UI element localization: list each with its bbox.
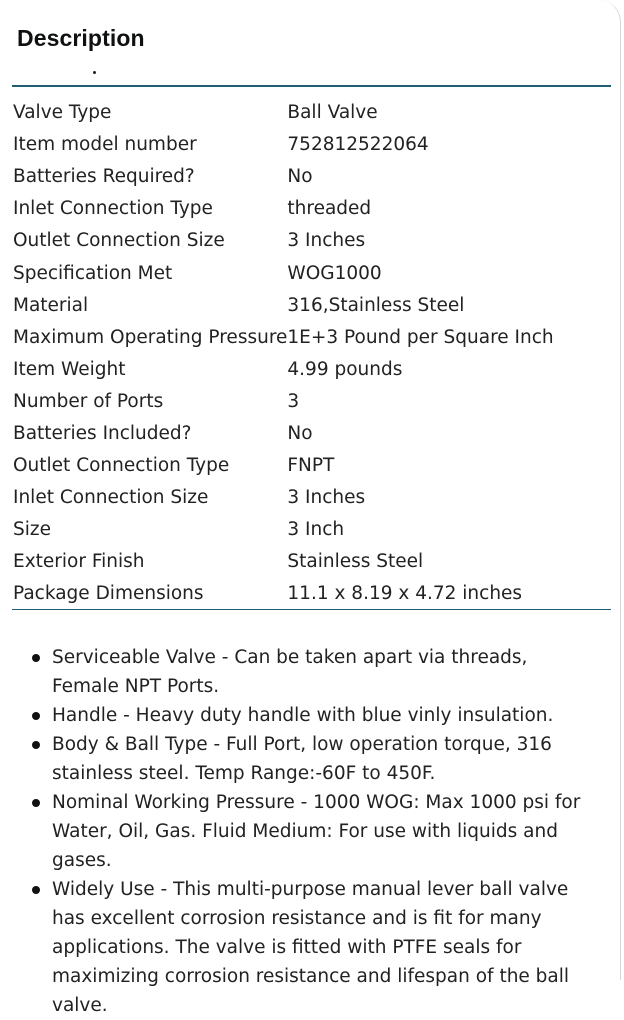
header-divider [12,85,611,87]
feature-text: Serviceable Valve - Can be taken apart via threads, Female NPT Ports. [52,647,528,697]
spec-label: Outlet Connection Size [13,230,225,252]
bullet-icon [32,654,40,662]
spec-value: No [287,422,313,444]
spec-value: 752812522064 [287,134,429,156]
spec-label: Valve Type [13,102,112,124]
bullet-icon [32,712,40,720]
feature-text: Handle - Heavy duty handle with blue vinly insulation. [52,705,554,726]
spec-label: Batteries Required? [13,166,195,188]
table-row [0,354,611,386]
table-row [0,450,611,482]
table-row [0,225,611,257]
feature-text: Nominal Working Pressure - 1000 WOG: Max 1000 psi for Water, Oil, Gas. Fluid Medium: For use with liquids and gases. [52,792,581,871]
spec-value: FNPT [287,455,335,477]
table-row [0,386,611,418]
bullet-icon [32,799,40,807]
feature-list [0,643,600,1020]
spec-value: 11.1 x 8.19 x 4.72 inches [287,583,523,605]
list-item [0,730,600,788]
table-row [0,161,611,193]
table-row [0,257,611,289]
bullet-icon [32,886,40,894]
spec-value: 316,Stainless Steel [287,294,465,316]
spec-value: 4.99 pounds [287,358,403,380]
list-item [0,875,600,1020]
table-row [0,418,611,450]
spec-value: 3 [287,390,300,412]
spec-value: No [287,166,313,188]
section-title: Description [17,25,145,51]
table-row [0,578,611,610]
feature-text: Widely Use - This multi-purpose manual lever ball valve has excellent corrosion resistance and is fit for many applications. The valve is fitted with PTFE seals for maximizing corrosion resistance and lifespan of the ball valve. [52,879,570,1016]
table-row [0,482,611,514]
table-row [0,193,611,225]
spec-label: Exterior Finish [13,551,145,573]
table-row [0,546,611,578]
spec-value: WOG1000 [287,262,382,284]
spec-label: Maximum Operating Pressure [13,326,288,348]
spec-label: Inlet Connection Size [13,487,209,509]
spec-table [0,97,611,611]
list-item [0,643,600,701]
spec-value: 3 Inch [287,519,345,541]
table-row [0,514,611,546]
spec-value: Ball Valve [287,102,378,124]
spec-label: Specification Met [13,262,173,284]
spec-value: threaded [287,198,372,220]
spec-label: Inlet Connection Type [13,198,213,220]
spec-value: 3 Inches [287,230,366,252]
spec-label: Size [13,519,51,541]
feature-text: Body & Ball Type - Full Port, low operation torque, 316 stainless steel. Temp Range:-60F to 450F. [52,734,552,784]
table-row [0,129,611,161]
spec-label: Batteries Included? [13,422,192,444]
spec-label: Number of Ports [13,390,164,412]
table-row [0,97,611,129]
spec-label: Item model number [13,134,197,156]
list-item [0,788,600,875]
table-row [0,322,611,354]
spec-label: Material [13,294,89,316]
table-divider [12,609,611,610]
table-row [0,290,611,322]
stray-dot [93,71,96,74]
spec-label: Package Dimensions [13,583,204,605]
spec-value: Stainless Steel [287,551,424,573]
spec-label: Outlet Connection Type [13,455,230,477]
list-item [0,701,600,730]
spec-value: 3 Inches [287,487,366,509]
spec-label: Item Weight [13,358,126,380]
spec-value: 1E+3 Pound per Square Inch [287,326,554,348]
bullet-icon [32,741,40,749]
